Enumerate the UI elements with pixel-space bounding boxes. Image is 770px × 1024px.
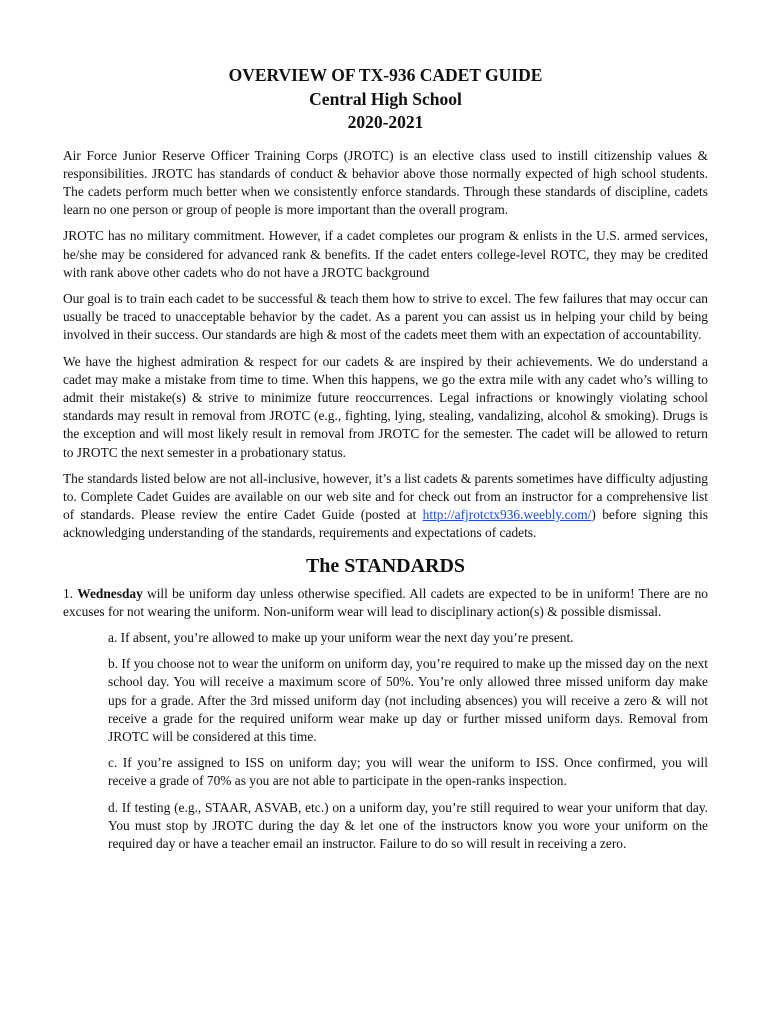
standard-subitem-b: b. If you choose not to wear the uniform on uniform day, you’re required to make up the missed day on the next school day. You will receive a maximum score of 50%. You’re only allowed three missed uniform day make ups for a grade. After the 3rd missed uniform day (not including absences) you will receive a zero & will not receive a grade for the required uniform wear make up day or further missed uniform days. Removal from JROTC will be considered at this time. — [108, 656, 708, 744]
standard-item-1 — [63, 585, 708, 621]
standard-subitem-d: d. If testing (e.g., STAAR, ASVAB, etc.) on a uniform day, you’re still required to wear your uniform that day. You must stop by JROTC during the day & let one of the instructors know you wore your uniform on the required day or have a teacher email an instructor. Failure to do so will result in receiving a zero. — [108, 799, 708, 851]
item-keyword: Wednesday — [77, 585, 143, 601]
standard-subitem-c: c. If you’re assigned to ISS on uniform day; you will wear the uniform to ISS. Once confirmed, you will receive a grade of 70% as you are not able to participate in the open-ranks inspection. — [108, 755, 708, 789]
standards-title: The STANDARDS — [305, 554, 466, 577]
document-title: OVERVIEW OF TX-936 CADET GUIDE — [228, 65, 543, 85]
document-page — [63, 64, 708, 861]
paragraph-text: ) before signing this acknowledging understanding of the standards, requirements and expectations of cadets. — [63, 507, 709, 541]
document-header — [63, 64, 708, 135]
school-year: 2020-2021 — [347, 112, 424, 132]
school-name: Central High School — [309, 88, 462, 109]
intro-paragraph-5 — [63, 470, 708, 543]
paragraph-text: The standards listed below are not all-inclusive, however, it’s a list cadets & parents sometimes have difficulty adjusting to. Complete Cadet Guides are available on our web site and for check out from an instructor for a comprehensive list of standards. Please review the entire Cadet Guide (posted at — [63, 470, 708, 523]
cadet-guide-link[interactable]: http://afjrotctx936.weebly.com/ — [422, 507, 592, 523]
item-number: 1. — [63, 585, 78, 601]
intro-paragraph-3: Our goal is to train each cadet to be successful & teach them how to strive to excel. The few failures that may occur can usually be traced to unacceptable behavior by the cadet. As a parent you can assist us in helping your child by being involved in their success. Our standards are high & most of the cadets meet them with an expectation of accountability. — [63, 290, 708, 343]
standard-subitem-a: a. If absent, you’re allowed to make up your uniform wear the next day you’re present. — [108, 629, 574, 645]
intro-paragraph-4: We have the highest admiration & respect for our cadets & are inspired by their achievements. We do understand a cadet may make a mistake from time to time. When this happens, we go the extra mile with any cadet who’s willing to admit their mistake(s) & strive to minimize future reoccurrences. Legal infractions or knowingly violating school standards may result in removal from JROTC (e.g., fighting, lying, stealing, vandalizing, alcohol & smoking). Drugs is the exception and will most likely result in removal from JROTC for the semester. The cadet will be allowed to return to JROTC the next semester in a probationary status. — [63, 353, 708, 460]
item-text: will be uniform day unless otherwise specified. All cadets are expected to be in uniform! There are no excuses for not wearing the uniform. Non-uniform wear will lead to disciplinary action(s) & possible dismissal. — [63, 585, 708, 619]
intro-paragraph-1: Air Force Junior Reserve Officer Training Corps (JROTC) is an elective class used to instill citizenship values & responsibilities. JROTC has standards of conduct & behavior above those normally expected of high school students. The cadets perform much better when we consistently enforce standards. Through these standards of discipline, cadets learn no one person or group of people is more important than the overall program. — [63, 147, 708, 218]
intro-paragraph-2: JROTC has no military commitment. However, if a cadet completes our program & enlists in the U.S. armed services, he/she may be considered for advanced rank & benefits. If the cadet enters college-level ROTC, they may be credited with rank above other cadets who do not have a JROTC background — [63, 228, 708, 280]
